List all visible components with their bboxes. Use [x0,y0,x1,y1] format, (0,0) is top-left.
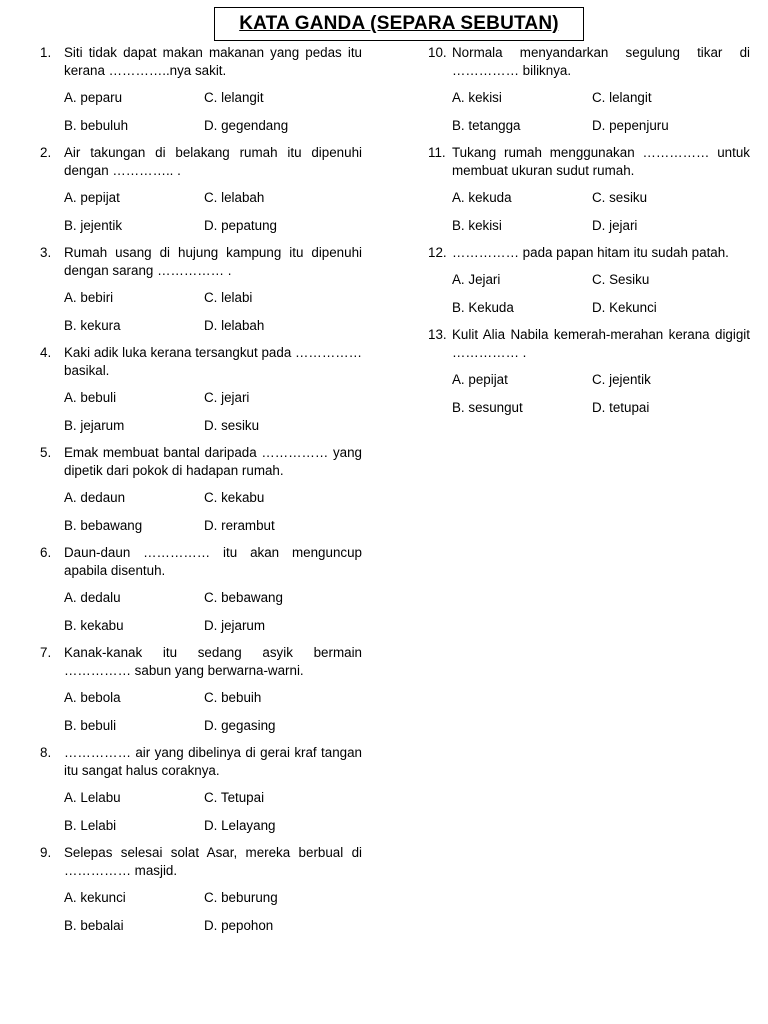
option-b[interactable]: B. jejarum [64,418,125,433]
option-a[interactable]: A. peparu [64,90,123,105]
question [428,44,750,135]
option-c[interactable]: C. kekabu [204,490,265,505]
question [40,344,362,435]
option-a[interactable]: A. kekunci [64,890,126,905]
option-d[interactable]: D. pepatung [204,218,277,233]
question-text: Daun-daun …………… itu akan menguncup apabila disentuh. [64,545,362,578]
questions-column-left [40,44,362,944]
question-number: 12. [428,245,447,260]
question-text: Rumah usang di hujung kampung itu dipenuhi dengan sarang …………… . [64,245,362,278]
question-text: Air takungan di belakang rumah itu dipenuhi dengan ………….. . [64,145,362,178]
option-a[interactable]: A. Jejari [452,272,501,287]
option-a[interactable]: A. bebola [64,690,121,705]
question-number: 4. [40,345,52,360]
option-b[interactable]: B. bebuli [64,718,117,733]
page-title: KATA GANDA (SEPARA SEBUTAN) [214,7,584,41]
question [40,744,362,835]
option-a[interactable]: A. bebuli [64,390,117,405]
option-b[interactable]: B. bebuluh [64,118,129,133]
option-d[interactable]: D. gegasing [204,718,276,733]
option-b[interactable]: B. Lelabi [64,818,117,833]
option-d[interactable]: D. jejari [592,218,638,233]
question-number: 6. [40,545,52,560]
answer-options [452,89,750,135]
option-c[interactable]: C. Sesiku [592,272,650,287]
option-a[interactable]: A. Lelabu [64,790,121,805]
question [428,326,750,417]
option-b[interactable]: B. sesungut [452,400,523,415]
question-number: 7. [40,645,52,660]
option-c[interactable]: C. jejentik [592,372,651,387]
question-number: 3. [40,245,52,260]
option-c[interactable]: C. Tetupai [204,790,265,805]
answer-options [64,689,362,735]
question [40,644,362,735]
question [40,544,362,635]
option-c[interactable]: C. lelangit [592,90,652,105]
option-a[interactable]: A. kekuda [452,190,512,205]
option-c[interactable]: C. lelabi [204,290,253,305]
option-c[interactable]: C. lelangit [204,90,264,105]
answer-options [452,371,750,417]
option-c[interactable]: C. beburung [204,890,278,905]
option-d[interactable]: D. Lelayang [204,818,276,833]
question-number: 1. [40,45,52,60]
question-number: 8. [40,745,52,760]
answer-options [452,271,750,317]
question [40,844,362,935]
question [428,144,750,235]
option-d[interactable]: D. jejarum [204,618,266,633]
question-text: Siti tidak dapat makan makanan yang pedas itu kerana …………..nya sakit. [64,45,362,78]
question-text: Kanak-kanak itu sedang asyik bermain …………… sabun yang berwarna-warni. [64,645,362,678]
question [40,44,362,135]
option-c[interactable]: C. jejari [204,390,250,405]
question [40,144,362,235]
option-c[interactable]: C. lelabah [204,190,265,205]
option-d[interactable]: D. tetupai [592,400,650,415]
question-text: Kaki adik luka kerana tersangkut pada …………… basikal. [64,345,362,378]
question [40,444,362,535]
option-d[interactable]: D. lelabah [204,318,265,333]
question [428,244,750,317]
option-b[interactable]: B. kekisi [452,218,502,233]
question-number: 2. [40,145,52,160]
option-d[interactable]: D. pepenjuru [592,118,669,133]
answer-options [452,189,750,235]
answer-options [64,389,362,435]
answer-options [64,589,362,635]
option-c[interactable]: C. sesiku [592,190,648,205]
question-number: 9. [40,845,52,860]
option-a[interactable]: A. pepijat [64,190,120,205]
answer-options [64,489,362,535]
question-text: Emak membuat bantal daripada …………… yang dipetik dari pokok di hadapan rumah. [64,445,362,478]
option-d[interactable]: D. gegendang [204,118,289,133]
option-d[interactable]: D. Kekunci [592,300,657,315]
option-b[interactable]: B. bebawang [64,518,143,533]
option-c[interactable]: C. bebuih [204,690,262,705]
option-a[interactable]: A. dedaun [64,490,126,505]
option-b[interactable]: B. kekabu [64,618,124,633]
option-a[interactable]: A. dedalu [64,590,121,605]
option-c[interactable]: C. bebawang [204,590,283,605]
questions-column-right [428,44,750,426]
question-number: 13. [428,327,447,342]
option-d[interactable]: D. sesiku [204,418,260,433]
question-number: 11. [428,145,446,160]
answer-options [64,889,362,935]
question-text: Tukang rumah menggunakan …………… untuk membuat ukuran sudut rumah. [452,145,750,178]
question-text: Kulit Alia Nabila kemerah-merahan kerana digigit …………… . [452,327,750,360]
option-b[interactable]: B. Kekuda [452,300,514,315]
answer-options [64,289,362,335]
question [40,244,362,335]
option-a[interactable]: A. kekisi [452,90,502,105]
option-b[interactable]: B. tetangga [452,118,521,133]
option-b[interactable]: B. jejentik [64,218,123,233]
option-a[interactable]: A. bebiri [64,290,114,305]
question-number: 10. [428,45,447,60]
option-b[interactable]: B. kekura [64,318,121,333]
question-number: 5. [40,445,52,460]
option-d[interactable]: D. rerambut [204,518,275,533]
question-text: …………… pada papan hitam itu sudah patah. [452,245,729,260]
answer-options [64,89,362,135]
option-a[interactable]: A. pepijat [452,372,508,387]
question-text: …………… air yang dibelinya di gerai kraf tangan itu sangat halus coraknya. [64,745,362,778]
option-d[interactable]: D. pepohon [204,918,274,933]
answer-options [64,189,362,235]
question-text: Selepas selesai solat Asar, mereka berbual di …………… masjid. [64,845,362,878]
question-text: Normala menyandarkan segulung tikar di …………… biliknya. [452,45,750,78]
answer-options [64,789,362,835]
option-b[interactable]: B. bebalai [64,918,124,933]
